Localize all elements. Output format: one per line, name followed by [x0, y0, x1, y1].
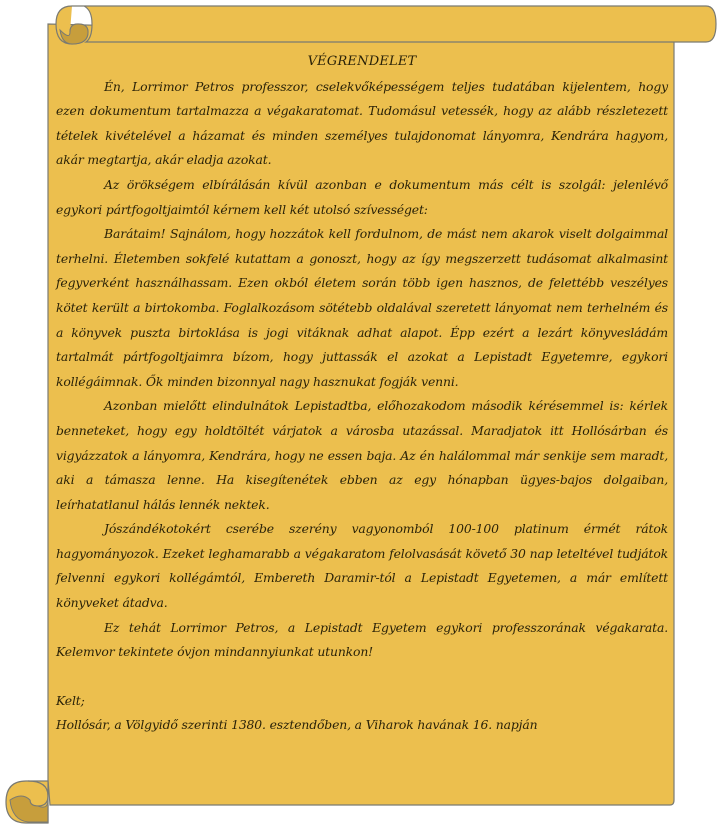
scroll-top-roll	[72, 6, 716, 42]
paragraph-3: Barátaim! Sajnálom, hogy hozzátok kell fordulnom, de mást nem akarok viselt dolgaimmal terhelni. Életemben sokfelé kutattam a gonoszt, hogy az így megszerzett tudásomat alkalmasint fegyverként használhassam. Ezen okból életem során több igen hasznos, de felettébb veszélyes kötet került a birtokomba. Foglalkozásom sötétebb oldalával szeretett lányomat nem terhelném és a könyvek puszta birtoklása is jogi vitáknak adhat alapot. Épp ezért a lezárt könyvesládám tartalmát pártfogoltjaimra bízom, hogy juttassák el azokat a Lepistadt Egyetemre, egykori kollégáimnak. Ők minden bizonnyal nagy hasznukat fogják venni.	[56, 226, 668, 389]
paragraph-4: Azonban mielőtt elindulnátok Lepistadtba, előhozakodom második kérésemmel is: kérlek benneteket, hogy egy holdtöltét várjatok a városba utazással. Maradjatok itt Hollósárban és vigyázzatok a lányomra, Kendrára, hogy ne essen baja. Az én halálommal már senkije sem maradt, aki a támasza lenne. Ha kisegítenétek ebben az egy hónapban ügyes-bajos dolgaiban, leírhatatlanul hálás lennék nektek.	[56, 398, 668, 512]
paragraph-1: Én, Lorrimor Petros professzor, cselekvőképességem teljes tudatában kijelentem, hogy ezen dokumentum tartalmazza a végakaratomat. Tudomásul vetessék, hogy az alább részletezett tételek kivételével a házamat és minden személyes tulajdonomat lányomra, Kendrára hagyom, akár megtartja, akár eladja azokat.	[56, 78, 668, 168]
paragraph-6: Ez tehát Lorrimor Petros, a Lepistadt Egyetem egykori professzorának végakarata. Kelemvor tekintete óvjon mindannyiunkat utunkon!	[56, 619, 668, 660]
will-document	[56, 50, 668, 738]
place-and-date: Hollósár, a Völgyidő szerinti 1380. esztendőben, a Viharok havának 16. napján	[56, 717, 538, 733]
spacer	[56, 665, 668, 689]
document-title: VÉGRENDELET	[307, 54, 417, 69]
paragraph-2: Az örökségem elbírálásán kívül azonban e dokumentum más célt is szolgál: jelenlévő egykori pártfogoltjaimtól kérnem kell két utolsó szívességet:	[56, 176, 668, 217]
paragraph-5: Jószándékotokért cserébe szerény vagyonomból 100-100 platinum érmét rátok hagyományozok. Ezeket leghamarabb a végakaratom felolvasását követő 30 nap leteltével tudjátok felvenni egykori kollégámtól, Embereth Daramir-tól a Lepistadt Egyetemen, a már említett könyveket átadva.	[56, 521, 668, 611]
dated-label: Kelt;	[56, 692, 85, 708]
